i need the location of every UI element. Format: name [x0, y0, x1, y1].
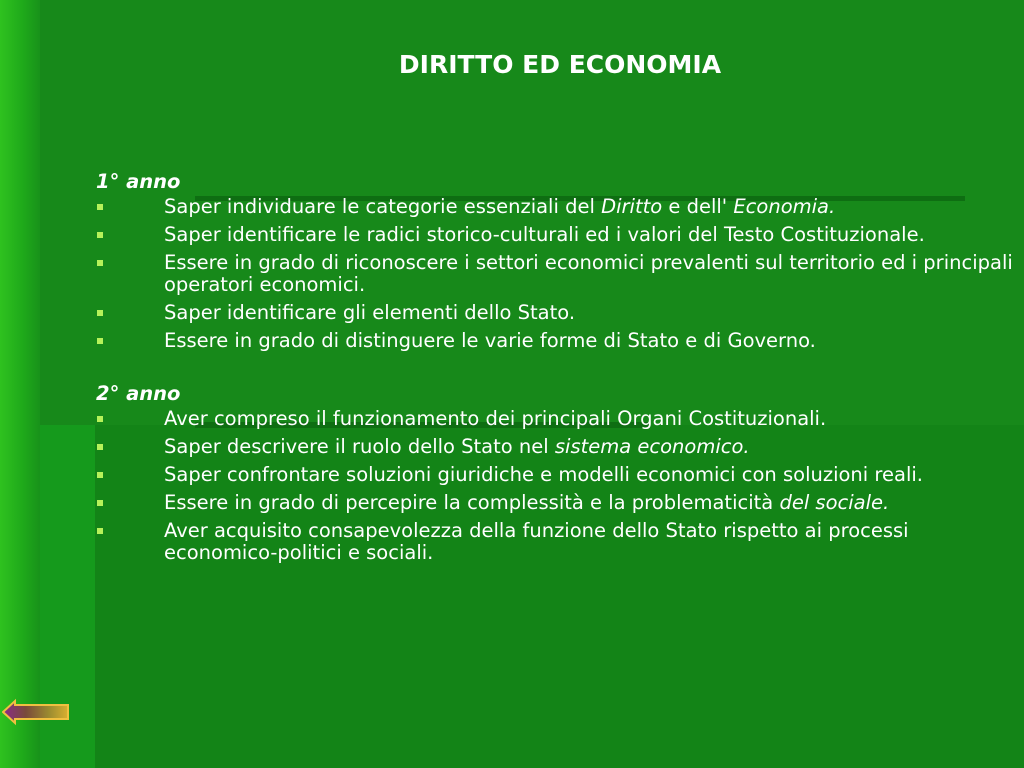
- list-item-text: Essere in grado di riconoscere i settori economici prevalenti sul territorio ed i principali operatori economici.: [164, 251, 1013, 296]
- list-item-text: Saper individuare le categorie essenziali del: [164, 195, 602, 218]
- section-heading-1: 1° anno: [96, 170, 181, 193]
- list-item-text: Aver acquisito consapevolezza della funzione dello Stato rispetto ai processi economico-politici e sociali.: [164, 519, 909, 564]
- list-item-text: Essere in grado di percepire la complessità e la problematicità: [164, 491, 780, 514]
- bullet-icon: [97, 260, 103, 266]
- bullet-icon: [97, 232, 103, 238]
- slide-content: [96, 171, 1021, 570]
- list-item: [96, 330, 1021, 352]
- list-item-text: Aver compreso il funzionamento dei principali Organi Costituzionali.: [164, 407, 827, 430]
- list-item-text: Saper identificare gli elementi dello Stato.: [164, 301, 576, 324]
- list-item: [96, 464, 1021, 486]
- list-item: [96, 408, 1021, 430]
- slide-title: DIRITTO ED ECONOMIA: [398, 50, 722, 79]
- list-item: [96, 196, 1021, 218]
- list-item: [96, 224, 1021, 246]
- section-heading-2: 2° anno: [96, 382, 181, 405]
- list-item-text: Essere in grado di distinguere le varie forme di Stato e di Governo.: [164, 329, 816, 352]
- bullet-icon: [97, 338, 103, 344]
- background-left-strip: [0, 0, 40, 768]
- list-item-text: e dell': [662, 195, 734, 218]
- bullet-icon: [97, 444, 103, 450]
- list-item-text: Saper descrivere il ruolo dello Stato nel: [164, 435, 555, 458]
- list-item-text: Diritto: [601, 195, 663, 218]
- section-list-2: [96, 408, 1021, 564]
- list-item-text: Saper confrontare soluzioni giuridiche e modelli economici con soluzioni reali.: [164, 463, 923, 486]
- section-list-1: [96, 196, 1021, 352]
- list-item-text: del sociale.: [779, 491, 890, 514]
- bullet-icon: [97, 472, 103, 478]
- list-item-text: Economia.: [733, 195, 836, 218]
- bullet-icon: [97, 310, 103, 316]
- list-item: [96, 302, 1021, 324]
- bullet-icon: [97, 416, 103, 422]
- bullet-icon: [97, 500, 103, 506]
- bullet-icon: [97, 204, 103, 210]
- list-item-text: Saper identificare le radici storico-culturali ed i valori del Testo Costituzionale.: [164, 223, 925, 246]
- list-item-text: sistema economico.: [554, 435, 750, 458]
- list-item: [96, 436, 1021, 458]
- back-arrow-icon[interactable]: [2, 698, 70, 726]
- list-item: [96, 520, 1021, 564]
- list-item: [96, 492, 1021, 514]
- list-item: [96, 252, 1021, 296]
- bullet-icon: [97, 528, 103, 534]
